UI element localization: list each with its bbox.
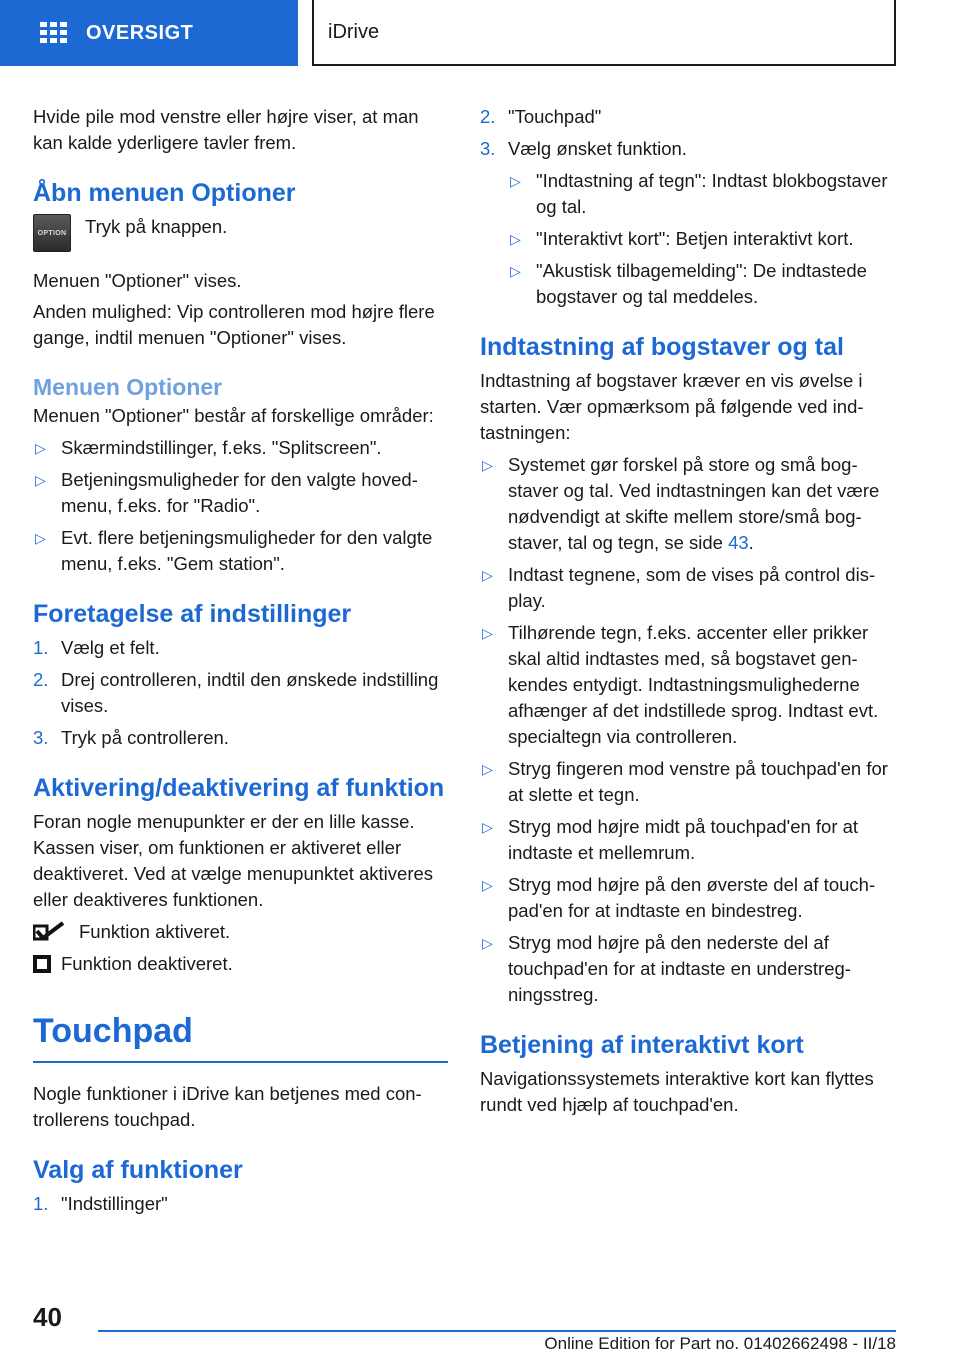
triangle-right-icon: ▷ xyxy=(35,530,46,546)
triangle-right-icon: ▷ xyxy=(35,440,46,456)
settings-steps xyxy=(33,635,448,751)
list-item: ▷ Skærmindstillinger, f.eks. "Splitscreen". xyxy=(33,435,448,461)
checkbox-empty-icon xyxy=(33,955,51,973)
triangle-right-icon: ▷ xyxy=(35,472,46,488)
triangle-right-icon: ▷ xyxy=(510,173,521,189)
list-item: ▷ Stryg mod højre på den øverste del af touchpad'en for at indtaste en bindestreg. xyxy=(480,872,892,924)
page-link[interactable]: 43 xyxy=(728,532,749,553)
list-item: 3. Tryk på controlleren. xyxy=(33,727,229,748)
list-item: ▷ Systemet gør forskel på store og små bogstaver og tal. Ved indtastningen kan det være nødvendigt at skifte mellem store/små bogstaver, tal og tegn, se side 43. xyxy=(480,452,892,556)
list-item: ▷ "Indtastning af tegn": Indtast blokbogstaver og tal. xyxy=(508,168,892,220)
footer-divider xyxy=(98,1330,896,1332)
alt-option-text: Anden mulighed: Vip controlleren mod højre flere gange, indtil menuen "Optioner" vises. xyxy=(33,301,435,348)
input-desc-text: Indtastning af bogstaver kræver en vis øvelse i starten. Vær opmærksom på følgende ved indtastningen: xyxy=(480,370,864,443)
press-button-text: Tryk på knappen. xyxy=(85,216,228,237)
page-header xyxy=(0,0,960,66)
right-column xyxy=(480,104,892,1123)
left-column xyxy=(33,104,448,1223)
page-number: 40 xyxy=(33,1302,62,1332)
triangle-right-icon: ▷ xyxy=(510,263,521,279)
heading-select-functions: Valg af funktioner xyxy=(33,1156,243,1184)
list-item: ▷ Stryg fingeren mod venstre på touchpad'en for at slette et tegn. xyxy=(480,756,892,808)
triangle-right-icon: ▷ xyxy=(482,625,493,641)
func-on-row xyxy=(33,919,448,945)
grid-icon xyxy=(40,22,68,44)
heading-input: Indtastning af bogstaver og tal xyxy=(480,333,844,361)
triangle-right-icon: ▷ xyxy=(482,877,493,893)
list-item: ▷ Tilhørende tegn, f.eks. accenter eller prikker skal altid indtastes med, så bogstavet genkendes entydigt. Indtastningsmulighederne afhænger af det indstillede sprog. Indtast evt. specialtegn via controlleren. xyxy=(480,620,892,750)
list-item: 3. Vælg ønsket funktion. xyxy=(480,138,687,159)
option-button-icon: OPTION xyxy=(33,214,71,252)
list-item: ▷ "Interaktivt kort": Betjen interaktivt kort. xyxy=(508,226,892,252)
tab-overview[interactable] xyxy=(0,0,298,66)
activate-desc-text: Foran nogle menupunkter er der en lille kasse. Kassen viser, om funktionen er aktiveret eller deaktiveret. Ved at vælge menupunktet aktiveres eller deaktiveres funktionen. xyxy=(33,811,434,910)
tab-section[interactable] xyxy=(312,0,896,66)
triangle-right-icon: ▷ xyxy=(482,457,493,473)
func-off-text: Funktion deaktiveret. xyxy=(61,953,233,974)
triangle-right-icon: ▷ xyxy=(482,567,493,583)
tab-section-label: iDrive xyxy=(328,20,380,43)
menu-desc-text: Menuen "Optioner" består af forskellige områder: xyxy=(33,405,434,426)
heading-map: Betjening af interaktivt kort xyxy=(480,1031,804,1059)
touchpad-desc-text: Nogle funktioner i iDrive kan betjenes med controllerens touchpad. xyxy=(33,1083,422,1130)
map-desc-text: Navigationssystemets interaktive kort kan flyttes rundt ved hjælp af touchpad'en. xyxy=(480,1068,874,1115)
triangle-right-icon: ▷ xyxy=(482,761,493,777)
list-item: ▷ Evt. flere betjeningsmuligheder for den valgte menu, f.eks. "Gem station". xyxy=(33,525,448,577)
footer-edition: Online Edition for Part no. 01402662498 - II/18 xyxy=(544,1334,896,1353)
input-rules-list xyxy=(480,452,892,1008)
select-steps-left xyxy=(33,1191,448,1217)
list-item: 1. Vælg et felt. xyxy=(33,637,160,658)
triangle-right-icon: ▷ xyxy=(510,231,521,247)
list-item: 1. "Indstillinger" xyxy=(33,1193,168,1214)
menu-areas-list xyxy=(33,435,448,577)
list-item: ▷ "Akustisk tilbagemelding": De indtastede bogstaver og tal meddeles. xyxy=(508,258,892,310)
list-item: ▷ Betjeningsmuligheder for den valgte hovedmenu, f.eks. for "Radio". xyxy=(33,467,448,519)
heading-menu-options: Menuen Optioner xyxy=(33,374,223,400)
func-off-row xyxy=(33,951,448,977)
list-item: ▷ Stryg mod højre på den nederste del af touchpad'en for at indtaste en understregningsstreg. xyxy=(480,930,892,1008)
select-options-list xyxy=(508,168,892,310)
heading-activate: Aktivering/deaktivering af funktion xyxy=(33,774,445,802)
list-item: ▷ Indtast tegnene, som de vises på control display. xyxy=(480,562,892,614)
triangle-right-icon: ▷ xyxy=(482,935,493,951)
menu-shown-text: Menuen "Optioner" vises. xyxy=(33,270,242,291)
list-item: 2. Drej controlleren, indtil den ønskede indstilling vises. xyxy=(33,669,439,716)
checkmark-icon xyxy=(33,921,71,943)
heading-touchpad: Touchpad xyxy=(33,1011,448,1063)
tab-overview-label: OVERSIGT xyxy=(86,21,194,44)
heading-settings: Foretagelse af indstillinger xyxy=(33,600,352,628)
option-button-row xyxy=(33,214,448,252)
list-item: ▷ Stryg mod højre midt på touchpad'en for at indtaste et mellemrum. xyxy=(480,814,892,866)
heading-open-menu: Åbn menuen Optioner xyxy=(33,179,296,207)
select-steps-right xyxy=(480,104,892,162)
intro-text: Hvide pile mod venstre eller højre viser, at man kan kalde yderligere tavler frem. xyxy=(33,106,419,153)
list-item: 2. "Touchpad" xyxy=(480,106,602,127)
triangle-right-icon: ▷ xyxy=(482,819,493,835)
func-on-text: Funktion aktiveret. xyxy=(79,921,231,942)
